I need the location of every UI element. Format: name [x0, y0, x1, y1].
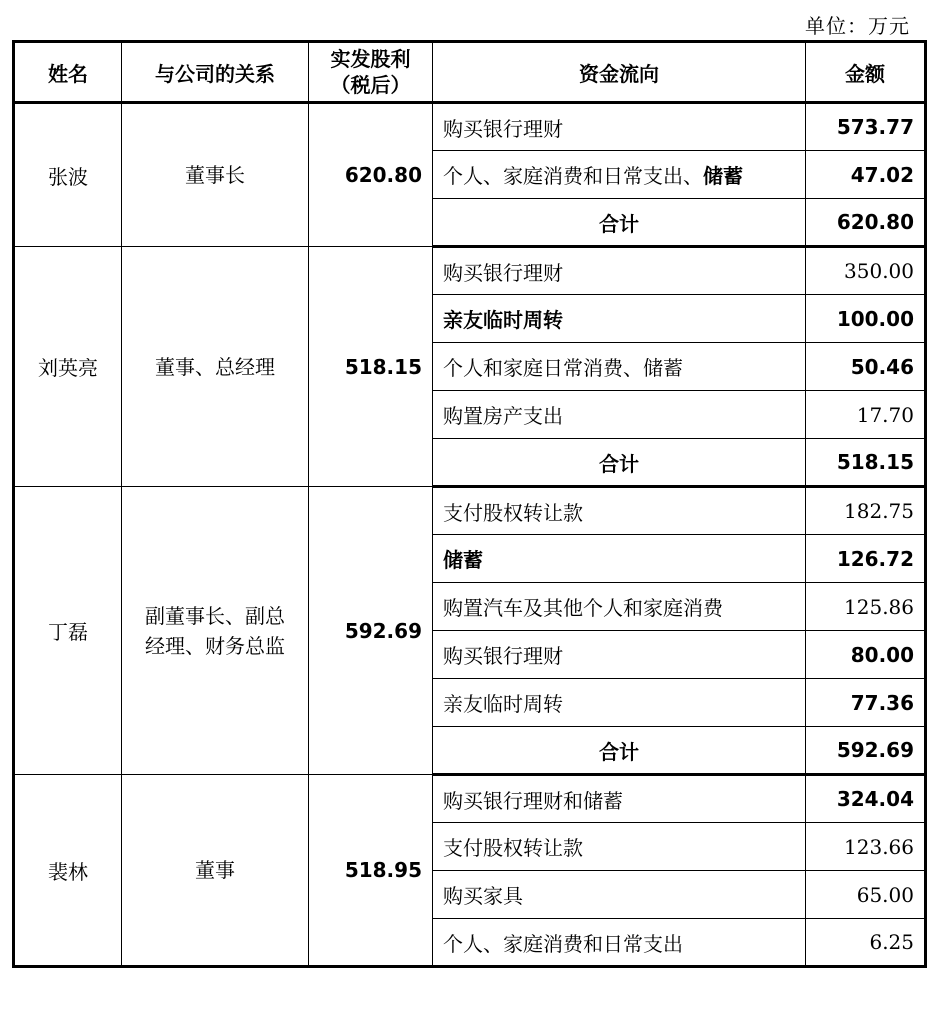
relation-line1: 副董事长、副总 — [145, 603, 285, 628]
flow-amount: 125.86 — [806, 583, 926, 631]
flow-amount: 77.36 — [806, 679, 926, 727]
flow-amount: 573.77 — [806, 103, 926, 151]
person-relation: 董事长 — [122, 103, 309, 247]
header-name: 姓名 — [14, 42, 122, 103]
flow-label: 支付股权转让款 — [433, 823, 806, 871]
person-relation: 董事 — [122, 775, 309, 967]
flow-amount: 17.70 — [806, 391, 926, 439]
header-dividend — [309, 42, 433, 103]
flow-label: 购置汽车及其他个人和家庭消费 — [433, 583, 806, 631]
flow-amount: 65.00 — [806, 871, 926, 919]
flow-label: 购买银行理财 — [433, 103, 806, 151]
total-amount: 592.69 — [806, 727, 926, 775]
flow-label: 个人、家庭消费和日常支出 — [433, 919, 806, 967]
person-relation — [122, 487, 309, 775]
person-name: 刘英亮 — [14, 247, 122, 487]
table-row — [14, 775, 926, 823]
relation-line2: 经理、财务总监 — [145, 633, 285, 658]
header-amount: 金额 — [806, 42, 926, 103]
flow-label: 购买银行理财和储蓄 — [433, 775, 806, 823]
total-amount: 518.15 — [806, 439, 926, 487]
dividend-flow-table — [12, 40, 927, 968]
flow-amount: 126.72 — [806, 535, 926, 583]
total-label: 合计 — [433, 199, 806, 247]
flow-label-main: 个人、家庭消费和日常支出、 — [443, 164, 703, 188]
flow-label: 亲友临时周转 — [433, 679, 806, 727]
person-dividend: 592.69 — [309, 487, 433, 775]
flow-label-bold: 储蓄 — [703, 164, 743, 188]
header-flow: 资金流向 — [433, 42, 806, 103]
table-row — [14, 487, 926, 535]
flow-label: 支付股权转让款 — [433, 487, 806, 535]
person-dividend: 518.95 — [309, 775, 433, 967]
flow-amount: 100.00 — [806, 295, 926, 343]
flow-amount: 6.25 — [806, 919, 926, 967]
total-label: 合计 — [433, 439, 806, 487]
header-relation: 与公司的关系 — [122, 42, 309, 103]
person-dividend: 518.15 — [309, 247, 433, 487]
flow-label — [433, 151, 806, 199]
person-name: 丁磊 — [14, 487, 122, 775]
flow-amount: 182.75 — [806, 487, 926, 535]
person-dividend: 620.80 — [309, 103, 433, 247]
flow-amount: 47.02 — [806, 151, 926, 199]
flow-label: 购买银行理财 — [433, 247, 806, 295]
flow-label: 购买银行理财 — [433, 631, 806, 679]
flow-label: 购买家具 — [433, 871, 806, 919]
header-row — [14, 42, 926, 103]
flow-amount: 324.04 — [806, 775, 926, 823]
flow-amount: 350.00 — [806, 247, 926, 295]
total-amount: 620.80 — [806, 199, 926, 247]
flow-amount: 123.66 — [806, 823, 926, 871]
total-label: 合计 — [433, 727, 806, 775]
flow-amount: 80.00 — [806, 631, 926, 679]
flow-amount: 50.46 — [806, 343, 926, 391]
person-name: 张波 — [14, 103, 122, 247]
flow-label: 个人和家庭日常消费、储蓄 — [433, 343, 806, 391]
flow-label: 亲友临时周转 — [433, 295, 806, 343]
header-dividend-line1: 实发股利 — [330, 47, 411, 71]
table-row — [14, 247, 926, 295]
person-name: 裴林 — [14, 775, 122, 967]
flow-label: 储蓄 — [433, 535, 806, 583]
person-relation: 董事、总经理 — [122, 247, 309, 487]
unit-label: 单位：万元 — [805, 14, 910, 38]
table-row — [14, 103, 926, 151]
flow-label: 购置房产支出 — [433, 391, 806, 439]
header-dividend-line2: （税后） — [330, 73, 411, 97]
